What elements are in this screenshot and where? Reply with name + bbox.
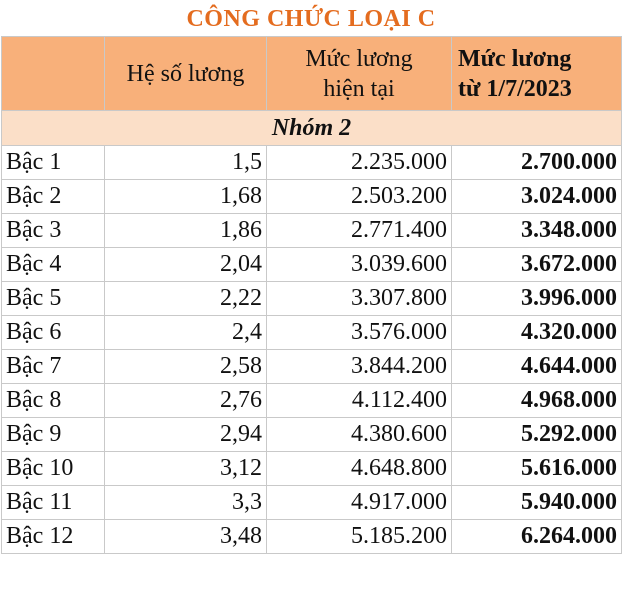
salary-table bbox=[1, 36, 622, 554]
hien-tai-cell: 3.576.000 bbox=[267, 316, 452, 350]
header-he-so bbox=[105, 37, 267, 111]
bac-cell: Bậc 5 bbox=[2, 282, 105, 316]
hien-tai-cell: 2.771.400 bbox=[267, 214, 452, 248]
moi-cell: 4.320.000 bbox=[452, 316, 622, 350]
he-so-cell: 2,94 bbox=[105, 418, 267, 452]
he-so-cell: 1,5 bbox=[105, 146, 267, 180]
moi-cell: 3.348.000 bbox=[452, 214, 622, 248]
he-so-cell: 3,3 bbox=[105, 486, 267, 520]
header-muc-luong-hien-tai bbox=[267, 37, 452, 111]
header-muc-luong-moi bbox=[452, 37, 622, 111]
group-label: Nhóm 2 bbox=[2, 111, 622, 146]
he-so-cell: 2,4 bbox=[105, 316, 267, 350]
hien-tai-cell: 4.917.000 bbox=[267, 486, 452, 520]
he-so-cell: 2,04 bbox=[105, 248, 267, 282]
header-moi-line2: từ 1/7/2023 bbox=[458, 75, 572, 102]
moi-cell: 3.024.000 bbox=[452, 180, 622, 214]
moi-cell: 6.264.000 bbox=[452, 520, 622, 554]
moi-cell: 3.672.000 bbox=[452, 248, 622, 282]
bac-cell: Bậc 11 bbox=[2, 486, 105, 520]
bac-cell: Bậc 8 bbox=[2, 384, 105, 418]
table-row bbox=[2, 418, 622, 452]
header-hien-tai-line1: Mức lương bbox=[305, 45, 413, 72]
bac-cell: Bậc 12 bbox=[2, 520, 105, 554]
bac-cell: Bậc 7 bbox=[2, 350, 105, 384]
moi-cell: 3.996.000 bbox=[452, 282, 622, 316]
header-he-so-label: Hệ số lương bbox=[126, 60, 245, 87]
table-row bbox=[2, 452, 622, 486]
bac-cell: Bậc 4 bbox=[2, 248, 105, 282]
moi-cell: 2.700.000 bbox=[452, 146, 622, 180]
bac-cell: Bậc 9 bbox=[2, 418, 105, 452]
hien-tai-cell: 4.648.800 bbox=[267, 452, 452, 486]
table-row bbox=[2, 282, 622, 316]
he-so-cell: 1,68 bbox=[105, 180, 267, 214]
table-row bbox=[2, 214, 622, 248]
moi-cell: 4.968.000 bbox=[452, 384, 622, 418]
header-row bbox=[2, 37, 622, 111]
table-row bbox=[2, 146, 622, 180]
bac-cell: Bậc 3 bbox=[2, 214, 105, 248]
header-empty-cell bbox=[2, 37, 105, 111]
hien-tai-cell: 2.503.200 bbox=[267, 180, 452, 214]
hien-tai-cell: 4.380.600 bbox=[267, 418, 452, 452]
hien-tai-cell: 5.185.200 bbox=[267, 520, 452, 554]
hien-tai-cell: 3.307.800 bbox=[267, 282, 452, 316]
he-so-cell: 2,58 bbox=[105, 350, 267, 384]
table-row bbox=[2, 350, 622, 384]
table-row bbox=[2, 248, 622, 282]
bac-cell: Bậc 1 bbox=[2, 146, 105, 180]
bac-cell: Bậc 6 bbox=[2, 316, 105, 350]
header-moi-line1: Mức lương bbox=[458, 45, 572, 72]
bac-cell: Bậc 2 bbox=[2, 180, 105, 214]
table-row bbox=[2, 316, 622, 350]
header-hien-tai-line2: hiện tại bbox=[323, 75, 395, 102]
he-so-cell: 2,22 bbox=[105, 282, 267, 316]
hien-tai-cell: 3.039.600 bbox=[267, 248, 452, 282]
moi-cell: 4.644.000 bbox=[452, 350, 622, 384]
table-row bbox=[2, 180, 622, 214]
table-row bbox=[2, 520, 622, 554]
moi-cell: 5.292.000 bbox=[452, 418, 622, 452]
group-row bbox=[2, 111, 622, 146]
table-row bbox=[2, 486, 622, 520]
he-so-cell: 3,12 bbox=[105, 452, 267, 486]
table-row bbox=[2, 384, 622, 418]
moi-cell: 5.616.000 bbox=[452, 452, 622, 486]
he-so-cell: 2,76 bbox=[105, 384, 267, 418]
moi-cell: 5.940.000 bbox=[452, 486, 622, 520]
he-so-cell: 3,48 bbox=[105, 520, 267, 554]
bac-cell: Bậc 10 bbox=[2, 452, 105, 486]
table-title: CÔNG CHỨC LOẠI C bbox=[186, 6, 436, 32]
hien-tai-cell: 2.235.000 bbox=[267, 146, 452, 180]
hien-tai-cell: 4.112.400 bbox=[267, 384, 452, 418]
hien-tai-cell: 3.844.200 bbox=[267, 350, 452, 384]
he-so-cell: 1,86 bbox=[105, 214, 267, 248]
